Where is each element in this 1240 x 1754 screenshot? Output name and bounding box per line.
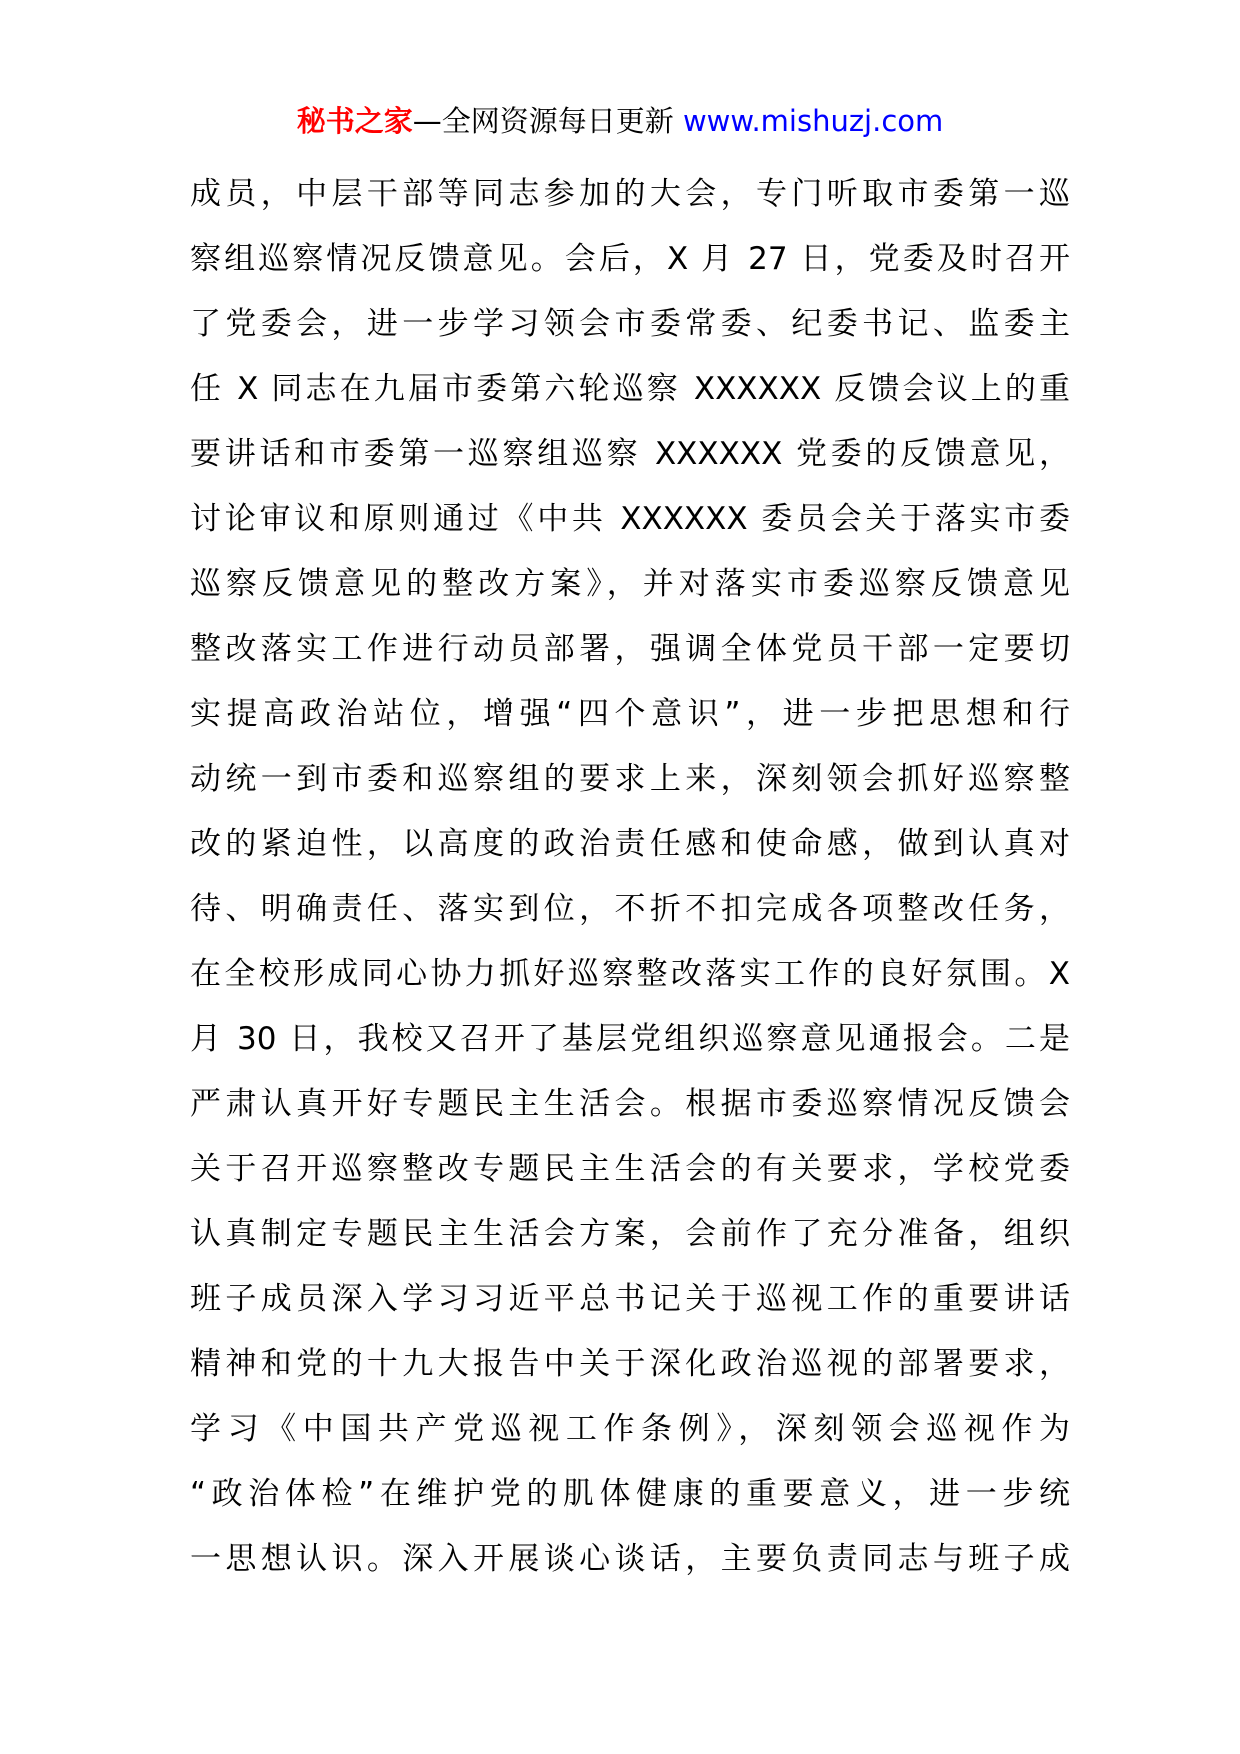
site-tagline: —全网资源每日更新 xyxy=(412,104,674,138)
text-line: 察组巡察情况反馈意见。会后，X 月 27 日，党委及时召开 xyxy=(190,241,1070,277)
text-line: 严肃认真开好专题民主生活会。根据市委巡察情况反馈会 xyxy=(190,1086,1070,1122)
text-line: 成员，中层干部等同志参加的大会，专门听取市委第一巡 xyxy=(190,176,1070,212)
text-line: 关于召开巡察整改专题民主生活会的有关要求，学校党委 xyxy=(190,1151,1070,1187)
text-line: 在全校形成同心协力抓好巡察整改落实工作的良好氛围。X xyxy=(190,956,1070,992)
text-line: 巡察反馈意见的整改方案》，并对落实市委巡察反馈意见 xyxy=(190,566,1070,602)
text-line: 要讲话和市委第一巡察组巡察 XXXXXX 党委的反馈意见， xyxy=(190,436,1070,472)
text-line: 任 X 同志在九届市委第六轮巡察 XXXXXX 反馈会议上的重 xyxy=(190,371,1070,407)
text-line: 认真制定专题民主生活会方案，会前作了充分准备，组织 xyxy=(190,1216,1070,1252)
body-paragraph xyxy=(190,162,1070,1592)
text-line: 月 30 日，我校又召开了基层党组织巡察意见通报会。二是 xyxy=(190,1021,1070,1057)
text-line: 讨论审议和原则通过《中共 XXXXXX 委员会关于落实市委 xyxy=(190,501,1070,537)
text-line: 整改落实工作进行动员部署，强调全体党员干部一定要切 xyxy=(190,631,1070,667)
text-line: 改的紧迫性，以高度的政治责任感和使命感，做到认真对 xyxy=(190,826,1070,862)
text-line: 班子成员深入学习习近平总书记关于巡视工作的重要讲话 xyxy=(190,1281,1070,1317)
site-url-link[interactable]: www.mishuzj.com xyxy=(682,104,944,138)
text-line: 精神和党的十九大报告中关于深化政治巡视的部署要求， xyxy=(190,1346,1070,1382)
site-header xyxy=(0,101,1240,141)
text-line: 待、明确责任、落实到位，不折不扣完成各项整改任务， xyxy=(190,891,1070,927)
text-line: 动统一到市委和巡察组的要求上来，深刻领会抓好巡察整 xyxy=(190,761,1070,797)
site-brand: 秘书之家 xyxy=(296,104,413,138)
text-line: 实提高政治站位，增强“四个意识”，进一步把思想和行 xyxy=(190,696,1070,732)
text-line: 一思想认识。深入开展谈心谈话，主要负责同志与班子成 xyxy=(190,1541,1070,1577)
text-line: 学习《中国共产党巡视工作条例》，深刻领会巡视作为 xyxy=(190,1411,1070,1447)
text-line: 了党委会，进一步学习领会市委常委、纪委书记、监委主 xyxy=(190,306,1070,342)
text-line: “政治体检”在维护党的肌体健康的重要意义，进一步统 xyxy=(190,1476,1070,1512)
